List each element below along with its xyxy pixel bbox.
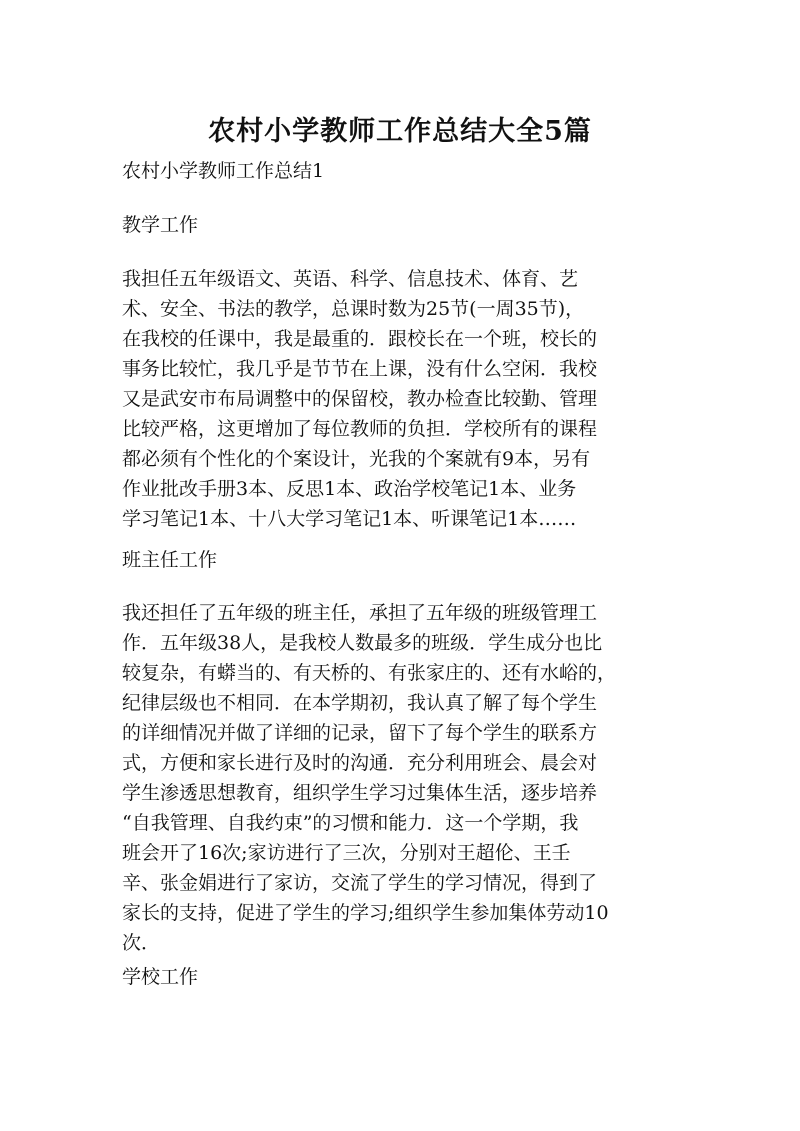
paragraph-line: 作．五年级38人，是我校人数最多的班级．学生成分也比 bbox=[122, 632, 603, 654]
paragraph-line: 较复杂，有蟒当的、有天桥的、有张家庄的、还有水峪的， bbox=[122, 662, 617, 684]
section-heading-school: 学校工作 bbox=[122, 966, 199, 988]
paragraph-line: 都必须有个性化的个案设计，光我的个案就有9本，另有 bbox=[122, 448, 591, 470]
paragraph-line: 在我校的任课中，我是最重的．跟校长在一个班，校长的 bbox=[122, 328, 598, 350]
paragraph-line: 学习笔记1本、十八大学习笔记1本、听课笔记1本…… bbox=[122, 508, 577, 530]
paragraph-line: 辛、张金娟进行了家访，交流了学生的学习情况，得到了 bbox=[122, 872, 598, 894]
paragraph-line: 式，方便和家长进行及时的沟通．充分利用班会、晨会对 bbox=[122, 752, 598, 774]
document-title: 农村小学教师工作总结大全5篇 bbox=[208, 116, 592, 147]
paragraph-line: 作业批改手册3本、反思1本、政治学校笔记1本、业务 bbox=[122, 478, 577, 500]
paragraph-line: 又是武安市布局调整中的保留校，教办检查比较勤、管理 bbox=[122, 388, 598, 410]
paragraph-line: 的详细情况并做了详细的记录，留下了每个学生的联系方 bbox=[122, 722, 598, 744]
paragraph-line: 比较严格，这更增加了每位教师的负担．学校所有的课程 bbox=[122, 418, 598, 440]
paragraph-line: 我担任五年级语文、英语、科学、信息技术、体育、艺 bbox=[122, 268, 579, 290]
section-heading-teaching: 教学工作 bbox=[122, 214, 199, 236]
paragraph-teaching bbox=[122, 264, 682, 534]
paragraph-class-teacher bbox=[122, 598, 682, 958]
paragraph-line: “自我管理、自我约束”的习惯和能力．这一个学期，我 bbox=[122, 812, 579, 834]
paragraph-line: 学生渗透思想教育，组织学生学习过集体生活，逐步培养 bbox=[122, 782, 598, 804]
paragraph-line: 次． bbox=[122, 932, 161, 954]
paragraph-line: 事务比较忙，我几乎是节节在上课，没有什么空闲．我校 bbox=[122, 358, 598, 380]
paragraph-line: 家长的支持，促进了学生的学习;组织学生参加集体劳动10 bbox=[122, 902, 609, 924]
paragraph-line: 我还担任了五年级的班主任，承担了五年级的班级管理工 bbox=[122, 602, 598, 624]
paragraph-line: 班会开了16次;家访进行了三次，分别对王超伦、王壬 bbox=[122, 842, 571, 864]
article-subtitle: 农村小学教师工作总结1 bbox=[122, 160, 325, 182]
paragraph-line: 纪律层级也不相同．在本学期初，我认真了解了每个学生 bbox=[122, 692, 598, 714]
section-heading-class-teacher: 班主任工作 bbox=[122, 549, 218, 571]
paragraph-line: 术、安全、书法的教学，总课时数为25节(一周35节)， bbox=[122, 298, 585, 320]
